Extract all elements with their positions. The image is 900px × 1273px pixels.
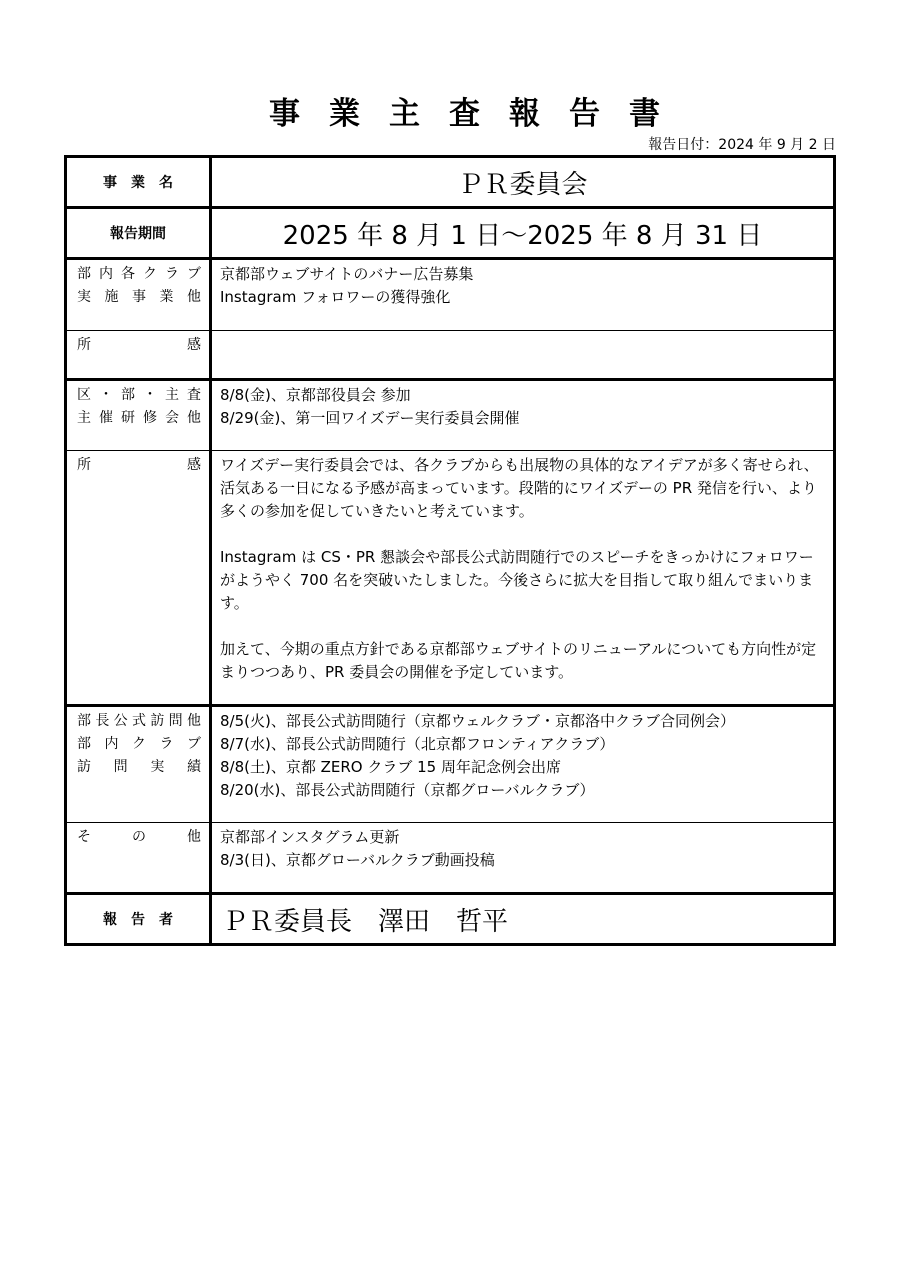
value-visits — [211, 706, 835, 823]
value-reporter: ＰＲ委員長 澤田 哲平 — [211, 894, 835, 945]
paragraph: 加えて、今期の重点方針である京都部ウェブサイトのリニューアルについても方向性が定まりつつあり、PR 委員会の開催を予定しています。 — [220, 640, 817, 681]
paragraph: Instagram は CS・PR 懇談会や部長公式訪問随行でのスピーチをきっかけにフォロワーがようやく 700 名を突破いたしました。今後さらに拡大を目指して取り組んでまいります。 — [220, 548, 814, 612]
label-district-events: 区 ・ 部 ・ 主 査 主 催 研 修 会 他 — [66, 380, 211, 451]
label-club-projects — [66, 259, 211, 331]
list-item: Instagram フォロワーの獲得強化 — [220, 288, 451, 306]
row-impression-1 — [66, 331, 835, 380]
value-other — [211, 823, 835, 894]
report-table — [64, 155, 836, 946]
value-club-projects — [211, 259, 835, 331]
row-impression-2 — [66, 451, 835, 706]
list-item: 京都部ウェブサイトのバナー広告募集 — [220, 265, 474, 283]
list-item: 京都部インスタグラム更新 — [220, 828, 400, 846]
row-project — [66, 157, 835, 208]
label-impression-2: 所 感 — [66, 451, 211, 706]
value-project: ＰＲ委員会 — [457, 169, 588, 200]
list-item: 8/29(金)、第一回ワイズデー実行委員会開催 — [220, 409, 520, 427]
list-item: 8/7(水)、部長公式訪問随行（北京都フロンティアクラブ） — [220, 735, 615, 753]
row-club-projects — [66, 259, 835, 331]
list-item: 8/5(火)、部長公式訪問随行（京都ウェルクラブ・京都洛中クラブ合同例会） — [220, 712, 735, 730]
label-other: そ の 他 — [66, 823, 211, 894]
label-line: 実 施 事 業 他 — [77, 289, 201, 305]
list-item: 8/20(水)、部長公式訪問随行（京都グローバルクラブ） — [220, 781, 595, 799]
label-project: 事業名 — [66, 157, 211, 208]
value-impression-2 — [211, 451, 835, 706]
row-reporter — [66, 894, 835, 945]
row-visits — [66, 706, 835, 823]
row-period — [66, 208, 835, 259]
value-district-events — [211, 380, 835, 451]
document-title: 事業主査報告書 — [269, 96, 689, 132]
row-other — [66, 823, 835, 894]
paragraph: ワイズデー実行委員会では、各クラブからも出展物の具体的なアイデアが多く寄せられ、活気ある一日になる予感が高まっています。段階的にワイズデーの PR 発信を行い、より多くの参加を促していきたいと考えています。 — [220, 456, 819, 520]
label-impression-1: 所 感 — [66, 331, 211, 380]
list-item: 8/3(日)、京都グローバルクラブ動画投稿 — [220, 851, 495, 869]
label-period: 報告期間 — [66, 208, 211, 259]
row-district-events — [66, 380, 835, 451]
label-line: 部 内 各 ク ラ ブ — [77, 266, 201, 282]
label-visits: 部 長 公 式 訪 問 他 部 内 ク ラ ブ 訪 問 実 績 — [66, 706, 211, 823]
list-item: 8/8(土)、京都 ZERO クラブ 15 周年記念例会出席 — [220, 758, 561, 776]
report-date: 報告日付：2024 年 9 月 2 日 — [648, 137, 836, 153]
value-impression-1 — [211, 331, 835, 380]
value-period: 2025 年 8 月 1 日～2025 年 8 月 31 日 — [211, 208, 835, 259]
list-item: 8/8(金)、京都部役員会 参加 — [220, 386, 411, 404]
label-reporter: 報告者 — [66, 894, 211, 945]
